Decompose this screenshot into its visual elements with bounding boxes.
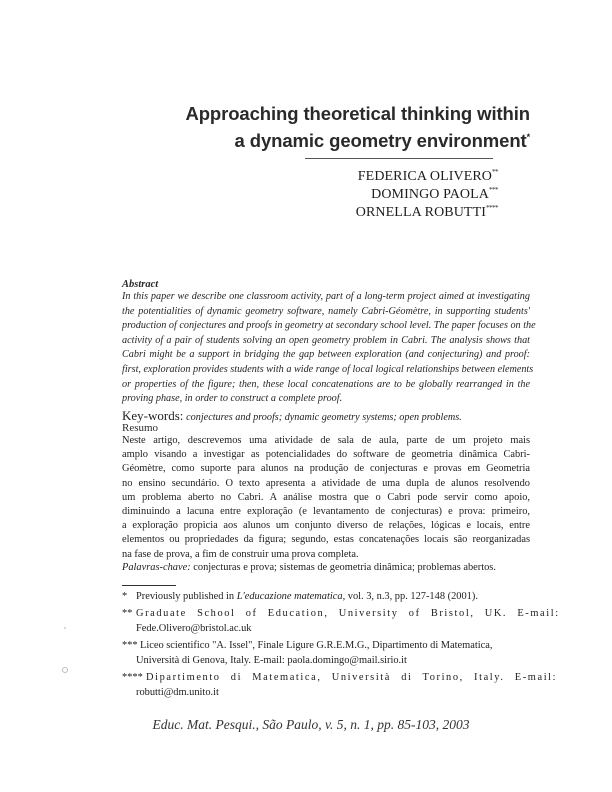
abstract-line: first, exploration provides students with a wide range of local logical relationships between elements [122, 363, 534, 375]
title-rule [305, 158, 493, 159]
resumo-line: Neste artigo, descrevemos uma atividade de sala de aula, parte de um projeto mais [122, 435, 530, 446]
resumo-line: amplo visando a investigar as potencialidades do software de geometria dinâmica Cabri- [122, 449, 530, 461]
paper-title-line-2 [235, 130, 530, 152]
author-name: ORNELLA ROBUTTI [355, 205, 486, 220]
footnote-1 [122, 590, 530, 605]
resumo-line: Géomètre, como suporte para alunos na produção de conjecturas e provas em Geometria [122, 463, 530, 475]
footnote-line [122, 671, 558, 686]
footnote-text: Liceo scientifico "A. Issel", Finale Ligure G.R.E.M.G., Dipartimento di Matematica, [140, 640, 493, 651]
footnote-mark: **** [122, 672, 143, 683]
resumo-line: a exploração propicia aos alunos um conjunto diverso de relações, lógicas e locais, entre [122, 520, 530, 532]
author-name: FEDERICA OLIVERO [357, 169, 492, 184]
footnote-text: Previously published in [136, 591, 237, 602]
footnote-line [122, 639, 530, 654]
footnote-email: robutti@dm.unito.it [136, 686, 219, 698]
paper-title-line-2-text: a dynamic geometry environment [234, 130, 527, 151]
abstract-line: or properties of the figure; then, these local concatenations are to be globally rearranged in the [122, 378, 530, 390]
journal-name-italic: L'educazione matematica [236, 591, 343, 602]
footnote-line [122, 607, 560, 622]
author-mark: **** [486, 204, 498, 212]
footnote-2 [122, 607, 560, 636]
author-mark: ** [492, 168, 498, 176]
resumo-heading: Resumo [122, 422, 159, 434]
palavras-chave-label: Palavras-chave: [122, 561, 191, 573]
author-name: DOMINGO PAOLA [371, 187, 489, 202]
keywords-label: Key-words: [122, 407, 184, 423]
resumo-line: um problema aberto no Cabri. A análise mostra que o Cabri pode servir como apoio, [122, 491, 530, 503]
footnote-4 [122, 671, 558, 700]
resumo-line: na fase de prova, a fim de construir uma prova completa. [122, 548, 359, 560]
abstract-line: production of conjectures and proofs in geometry at secondary school level. The paper focuses on the [122, 320, 536, 332]
resumo-line: no ensino secundário. O texto apresenta a atividade de uma dupla de alunos resolvendo [122, 477, 530, 489]
abstract-line: activity of a pair of students solving an open geometry problem in Cabri. The analysis shows that [122, 334, 530, 346]
resumo-body [122, 434, 530, 562]
scan-artifact-dot [64, 627, 66, 629]
footnote-3 [122, 639, 530, 668]
author-3 [356, 204, 498, 221]
abstract-line: In this paper we describe one classroom activity, part of a long-term project aimed at investigating [122, 291, 530, 302]
footnote-mark: * [122, 591, 128, 602]
journal-citation: Educ. Mat. Pesqui., São Paulo, v. 5, n. 1, pp. 85-103, 2003 [152, 717, 470, 732]
resumo-keywords [122, 562, 530, 573]
palavras-chave-text: conjecturas e prova; sistemas de geometria dinâmica; problemas abertos. [193, 561, 496, 573]
footnote-rule [122, 585, 176, 586]
keywords-text: conjectures and proofs; dynamic geometry systems; open problems. [186, 411, 462, 423]
footnote-mark: ** [122, 608, 133, 619]
abstract-body [122, 290, 536, 407]
abstract-section [122, 279, 536, 424]
abstract-line: Cabri might be a support in bridging the gap between exploration (and conjecturing) and proof: [122, 349, 530, 361]
footnote-mark: *** [122, 640, 138, 651]
resumo-line: elementos ou propriedades da figura; segundo, estas concatenações locais são reorganizadas [122, 534, 530, 546]
paper-title-line-1: Approaching theoretical thinking within [185, 103, 530, 124]
resumo-section [122, 422, 530, 573]
title-footnote-mark: * [526, 132, 530, 142]
footnote-email: Fede.Olivero@bristol.ac.uk [136, 622, 252, 634]
footnote-email: Università di Genova, Italy. E-mail: paola.domingo@mail.sirio.it [136, 654, 407, 666]
abstract-line: proving phase, in order to construct a complete proof. [122, 393, 343, 405]
abstract-heading: Abstract [122, 279, 159, 290]
footnote-text: Dipartimento di Matematica, Università di Torino, Italy. E-mail: [146, 672, 558, 683]
footnote-text-end: , vol. 3, n.3, pp. 127-148 (2001). [342, 591, 478, 602]
author-2 [371, 186, 498, 203]
scan-artifact-hole [62, 667, 68, 673]
abstract-line: the potentialities of dynamic geometry software, namely Cabri-Géomètre, in supporting students' [122, 305, 530, 317]
footnote-text: Graduate School of Education, University of Bristol, UK. E-mail: [136, 608, 560, 619]
resumo-line: diminuindo a lacuna entre exploração (e levantamento de conjecturas) e prova: primeiro, [122, 506, 530, 518]
author-mark: *** [489, 186, 498, 194]
author-1 [358, 168, 498, 185]
